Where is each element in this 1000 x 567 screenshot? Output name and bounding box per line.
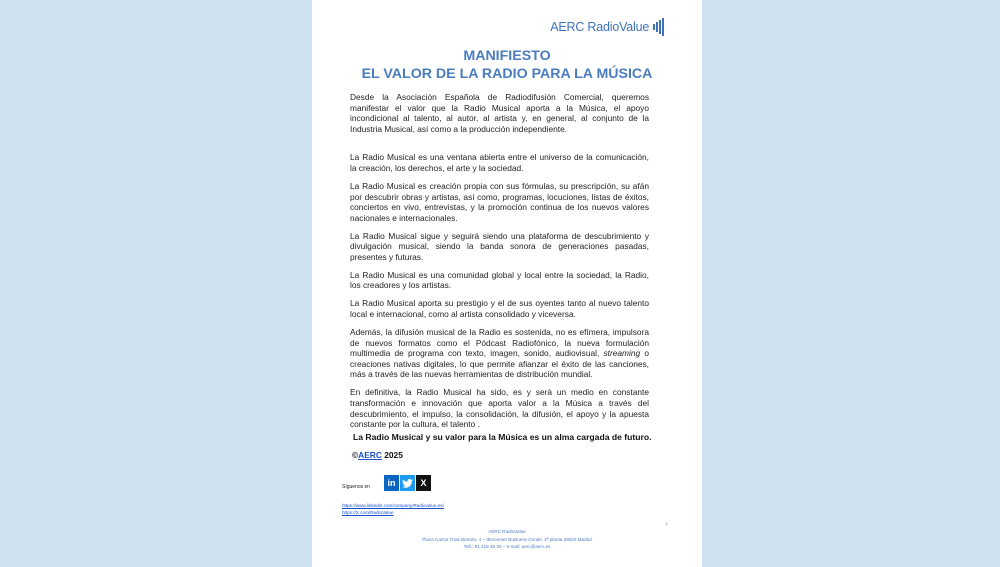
follow-us-label: Síguenos en: [342, 484, 371, 490]
page-number: 1: [665, 521, 668, 526]
x-icon[interactable]: [416, 475, 431, 491]
document-title: [312, 47, 702, 83]
paragraph: La Radio Musical sigue y seguirá siendo una plataforma de descubrimiento y divulgación musical, siendo la banda sonora de generaciones pasadas, presentes y futuras.: [350, 230, 649, 262]
italic-term: streaming: [603, 348, 641, 359]
logo-text: AERC RadioValue: [550, 20, 650, 34]
paragraph-intro: Desde la Asociación Española de Radiodifusión Comercial, queremos manifestar el valor que la Radio Musical aporta a la Música, el apoyo incondicional al talento, al autor, al artista y, en general, al conjunto de la Industria Musical, así como a la producción independiente.: [350, 92, 649, 134]
x-link[interactable]: https://X.com/RadioValue: [342, 509, 394, 515]
paragraph: La Radio Musical es creación propia con sus fórmulas, su prescripción, su afán por descubrir obras y artistas, así como, programas, locuciones, listas de éxitos, conciertos en vivo, entrevistas, y la promoción continua de los nuevos valores nacionales e internacionales.: [350, 180, 649, 223]
sound-bars-icon: [653, 18, 664, 36]
footer-address: Plaza Carlos Trías Bertrán, 4 – Ibercenter Business Center, 2ª planta 28020 Madrid: [422, 536, 592, 542]
bird-glyph: [402, 479, 413, 488]
x-glyph: X: [420, 478, 427, 488]
title-line-1: MANIFIESTO: [463, 48, 551, 64]
page-footer: [312, 528, 702, 551]
text-segment: o creaciones nativas digitales, lo que permite afianzar el éxito de las canciones, más a través de las nuevas herramientas de distribución mundial.: [350, 348, 649, 380]
linkedin-glyph: in: [387, 478, 396, 488]
text-segment: Además, la difusión musical de la Radio es sostenida, no es efímera, impulsora de nuevos formatos como el Pódcast Radiofónico, la nueva formulación multimedia de programa con texto, imagen, sonido, audiovisual,: [350, 327, 649, 359]
social-icons: [384, 475, 431, 491]
title-line-2: EL VALOR DE LA RADIO PARA LA MÚSICA: [361, 66, 653, 82]
footer-line: AERC RadioValue: [488, 529, 526, 534]
copyright-line: [352, 450, 403, 460]
social-links: [342, 503, 444, 516]
linkedin-link[interactable]: https://www.linkedin.com/company/Radiovalue.es/: [342, 503, 444, 508]
closing-statement: La Radio Musical y su valor para la Música es un alma cargada de futuro.: [353, 432, 652, 442]
aerc-link[interactable]: AERC: [358, 450, 382, 460]
document-page: [312, 0, 702, 567]
manifesto-body: [350, 92, 649, 437]
paragraph: La Radio Musical es una comunidad global y local entre la sociedad, la Radio, los creadores y los artistas.: [350, 269, 649, 291]
copyright-year: 2025: [381, 450, 403, 460]
paragraph: La Radio Musical es una ventana abierta entre el universo de la comunicación, la creación, los derechos, el arte y la sociedad.: [350, 152, 649, 173]
twitter-bird-icon[interactable]: [400, 475, 415, 491]
footer-contact: Telf.: 91 418 45 20 – e-mail: aerc@aerc.es: [463, 544, 551, 550]
copyright-symbol: ©: [352, 450, 359, 460]
paragraph: La Radio Musical aporta su prestigio y el de sus oyentes tanto al nuevo talento local e internacional, como al artista consolidado y viceversa.: [350, 298, 649, 320]
aerc-radiovalue-logo: [550, 18, 664, 36]
paragraph-conclusion: En definitiva, la Radio Musical ha sido, es y será un medio en constante transformación e innovación que aporta valor a la Música a través del descubrimiento, el impulso, la consolidación, la difusión, el apoyo y la apuesta constante por la cultura, el talento .: [350, 387, 649, 430]
linkedin-icon[interactable]: [384, 475, 399, 491]
paragraph-streaming: [350, 327, 649, 380]
